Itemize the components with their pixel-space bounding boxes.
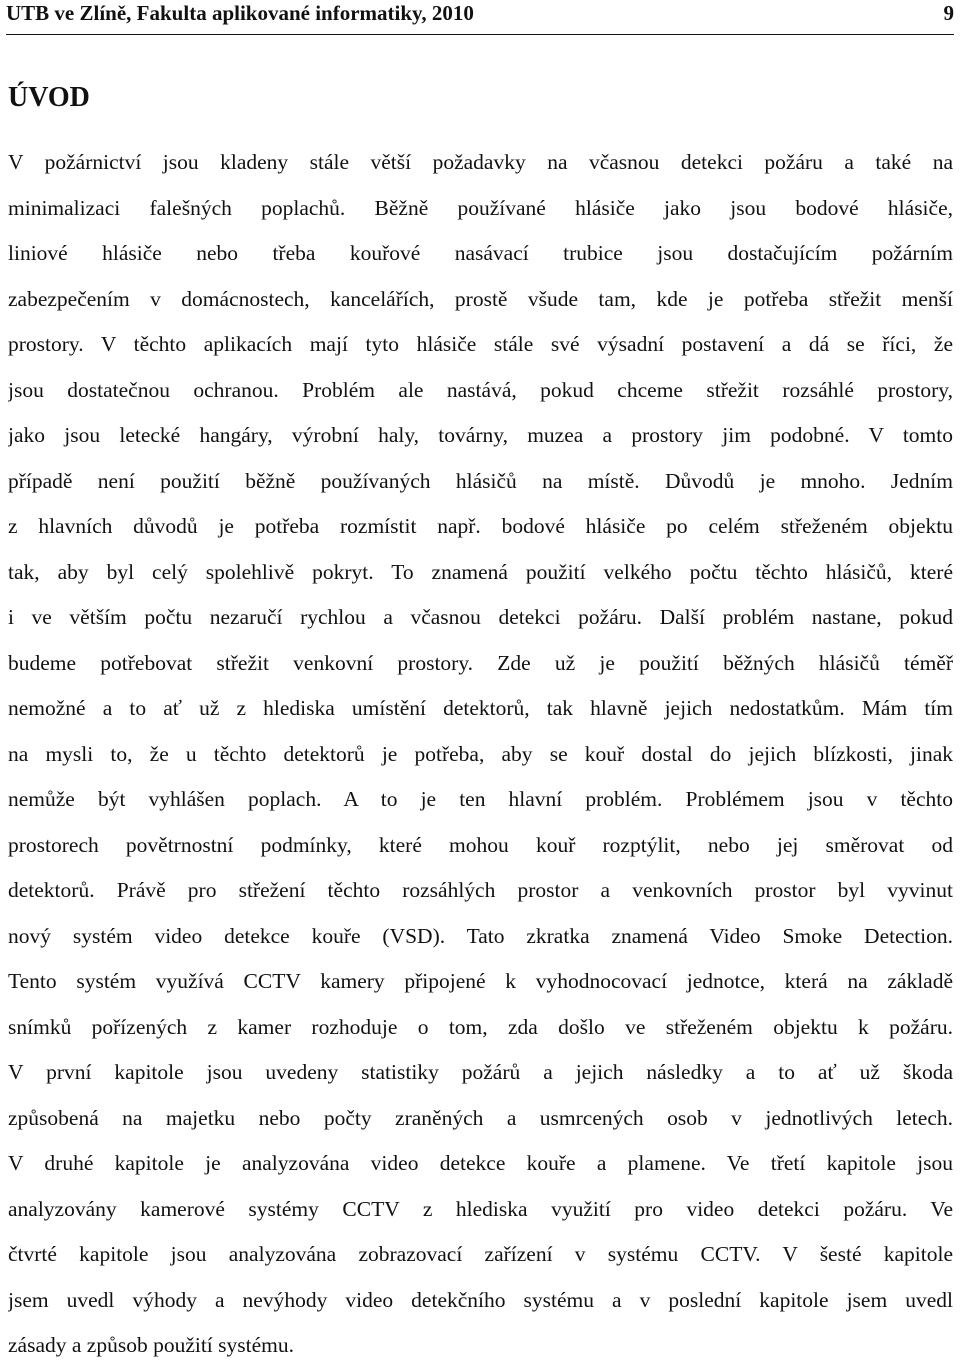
text-line: snímků pořízených z kamer rozhoduje o tom, zda došlo ve střeženém objektu k požáru. — [8, 1014, 953, 1039]
text-line: jako jsou letecké hangáry, výrobní haly, továrny, muzea a prostory jim podobné. V tomto — [8, 423, 953, 447]
text-line: nemožné a to ať už z hlediska umístění detektorů, tak hlavně jejich nedostatkům. Mám tím — [8, 696, 953, 720]
chapter-title: ÚVOD — [8, 82, 90, 113]
text-line: čtvrté kapitole jsou analyzována zobrazovací zařízení v systému CCTV. V šesté kapitole — [8, 1242, 953, 1266]
header-page-number: 9 — [943, 1, 954, 25]
text-line: případě není použití běžně používaných hlásičů na místě. Důvodů je mnoho. Jedním — [8, 468, 953, 493]
running-header — [6, 0, 954, 35]
text-line: prostorech povětrnostní podmínky, které mohou kouř rozptýlit, nebo jej směrovat od — [8, 832, 953, 857]
text-line: liniové hlásiče nebo třeba kouřové nasávací trubice jsou dostačujícím požárním — [8, 241, 953, 265]
text-line: minimalizaci falešných poplachů. Běžně používané hlásiče jako jsou bodové hlásiče, — [8, 195, 953, 220]
header-institution: UTB ve Zlíně, Fakulta aplikované informatiky, 2010 — [6, 1, 474, 25]
text-line: Tento systém využívá CCTV kamery připojené k vyhodnocovací jednotce, která na základě — [8, 969, 953, 993]
body-paragraph — [8, 140, 953, 1369]
text-line: prostory. V těchto aplikacích mají tyto hlásiče stále své výsadní postavení a dá se říci, že — [8, 332, 953, 356]
text-line: i ve větším počtu nezaručí rychlou a včasnou detekci požáru. Další problém nastane, pokud — [8, 605, 953, 629]
text-line: detektorů. Právě pro střežení těchto rozsáhlých prostor a venkovních prostor byl vyvinut — [8, 878, 953, 902]
text-line: budeme potřebovat střežit venkovní prostory. Zde už je použití běžných hlásičů téměř — [8, 650, 953, 675]
text-line: V požárnictví jsou kladeny stále větší požadavky na včasnou detekci požáru a také na — [8, 150, 953, 174]
text-line: zásady a způsob použití systému. — [8, 1333, 295, 1357]
text-line: způsobená na majetku nebo počty zraněných a usmrcených osob v jednotlivých letech. — [8, 1105, 953, 1130]
text-line: nový systém video detekce kouře (VSD). Tato zkratka znamená Video Smoke Detection. — [8, 923, 953, 948]
text-line: tak, aby byl celý spolehlivě pokryt. To znamená použití velkého počtu těchto hlásičů, které — [8, 559, 953, 584]
text-line: V první kapitole jsou uvedeny statistiky požárů a jejich následky a to ať už škoda — [8, 1060, 953, 1084]
text-line: z hlavních důvodů je potřeba rozmístit např. bodové hlásiče po celém střeženém objektu — [8, 514, 953, 538]
text-line: jsem uvedl výhody a nevýhody video detekčního systému a v poslední kapitole jsem uvedl — [8, 1287, 953, 1312]
text-line: V druhé kapitole je analyzována video detekce kouře a plamene. Ve třetí kapitole jsou — [8, 1151, 953, 1175]
text-line: nemůže být vyhlášen poplach. A to je ten hlavní problém. Problémem jsou v těchto — [8, 787, 953, 811]
text-line: analyzovány kamerové systémy CCTV z hlediska využití pro video detekci požáru. Ve — [8, 1196, 953, 1221]
text-line: na mysli to, že u těchto detektorů je potřeba, aby se kouř dostal do jejich blízkosti, jinak — [8, 741, 953, 766]
text-line: zabezpečením v domácnostech, kancelářích, prostě všude tam, kde je potřeba střežit menší — [8, 286, 953, 311]
text-line: jsou dostatečnou ochranou. Problém ale nastává, pokud chceme střežit rozsáhlé prostory, — [8, 377, 953, 402]
